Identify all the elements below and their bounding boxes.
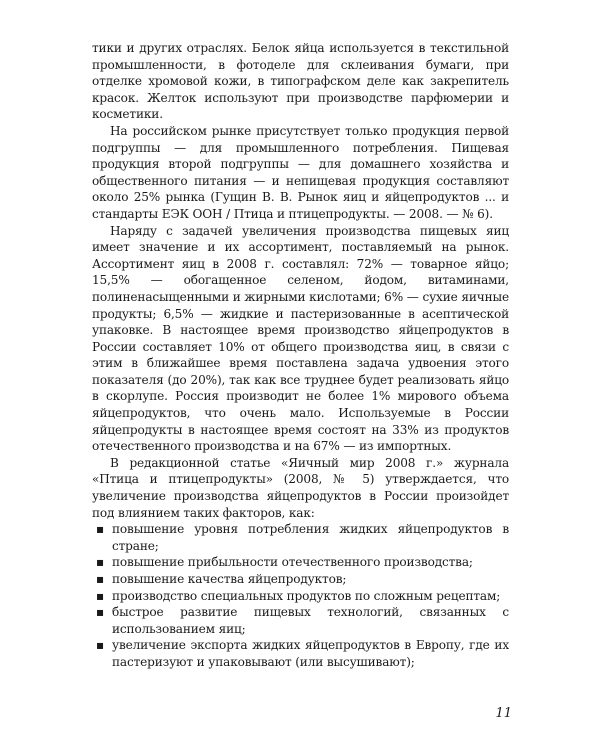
list-item-text: повышение прибыльности отечественного производства; bbox=[112, 555, 473, 570]
list-item-text: увеличение экспорта жидких яйцепродуктов в Европу, где их пастеризуют и упаковывают (или высушивают); bbox=[112, 638, 509, 669]
paragraph-russian-market: На российском рынке присутствует только продукция первой подгруппы — для промышленного потребления. Пищевая продукция второй подгруппы — для домашнего хозяйства и общественного питания — и непищевая продукция составляют около 25% рынка (Гущин В. В. Рынок яиц и яйцепродуктов ... и стандарты ЕЭК ООН / Птица и птицепродукты. — 2008. — № 6). bbox=[92, 123, 509, 221]
list-item-text: производство специальных продуктов по сложным рецептам; bbox=[112, 588, 501, 603]
list-item bbox=[92, 604, 509, 637]
list-item bbox=[92, 554, 509, 571]
bullet-icon: ▪ bbox=[96, 605, 105, 620]
bullet-icon: ▪ bbox=[96, 638, 105, 653]
bullet-icon: ▪ bbox=[96, 572, 105, 586]
list-item-text: повышение качества яйцепродуктов; bbox=[112, 572, 347, 586]
list-item bbox=[92, 571, 509, 588]
paragraph-assortment: Наряду с задачей увеличения производства пищевых яиц имеет значение и их ассортимент, поставляемый на рынок. Ассортимент яиц в 2008 г. составлял: 72% — товарное яйцо; 15,5% — обогащенное селеном, йодом, витаминами, полиненасыщенными и жирными кислотами; 6% — сухие яичные продукты; 6,5% — жидкие и пастеризованные в асептической упаковке. В настоящее время производство яйцепродуктов в России составляет 10% от общего производства яиц, в связи с этим в ближайшее время поставлена задача удвоения этого показателя (до 20%), так как все труднее будет реализовать яйцо в скорлупе. Россия производит не более 1% мирового объема яйцепродуктов, что очень мало. Используемые в России яйцепродукты в настоящее время состоят на 33% из продуктов отечественного производства и на 67% — из импортных. bbox=[92, 223, 509, 454]
paragraph-editorial: В редакционной статье «Яичный мир 2008 г.» журнала «Птица и птицепродукты» (2008, № 5) утверждается, что увеличение производства яйцепродуктов в России произойдет под влиянием таких факторов, как: bbox=[92, 455, 509, 520]
page-number: 11 bbox=[495, 706, 512, 721]
page-body bbox=[92, 40, 509, 671]
list-item-text: быстрое развитие пищевых технологий, связанных с использованием яиц; bbox=[112, 605, 509, 636]
list-item bbox=[92, 521, 509, 554]
bullet-icon: ▪ bbox=[96, 555, 105, 570]
paragraph-continuation: тики и других отраслях. Белок яйца используется в текстильной промышленности, в фотоделе для склеивания бумаги, при отделке хромовой кожи, в типографском деле как закрепитель красок. Желток используют при производстве парфюмерии и косметики. bbox=[92, 41, 509, 122]
factors-list bbox=[92, 521, 509, 670]
list-item bbox=[92, 637, 509, 670]
list-item-text: повышение уровня потребления жидких яйцепродуктов в стране; bbox=[112, 522, 509, 553]
bullet-icon: ▪ bbox=[96, 522, 105, 537]
list-item bbox=[92, 588, 509, 605]
bullet-icon: ▪ bbox=[96, 588, 105, 603]
